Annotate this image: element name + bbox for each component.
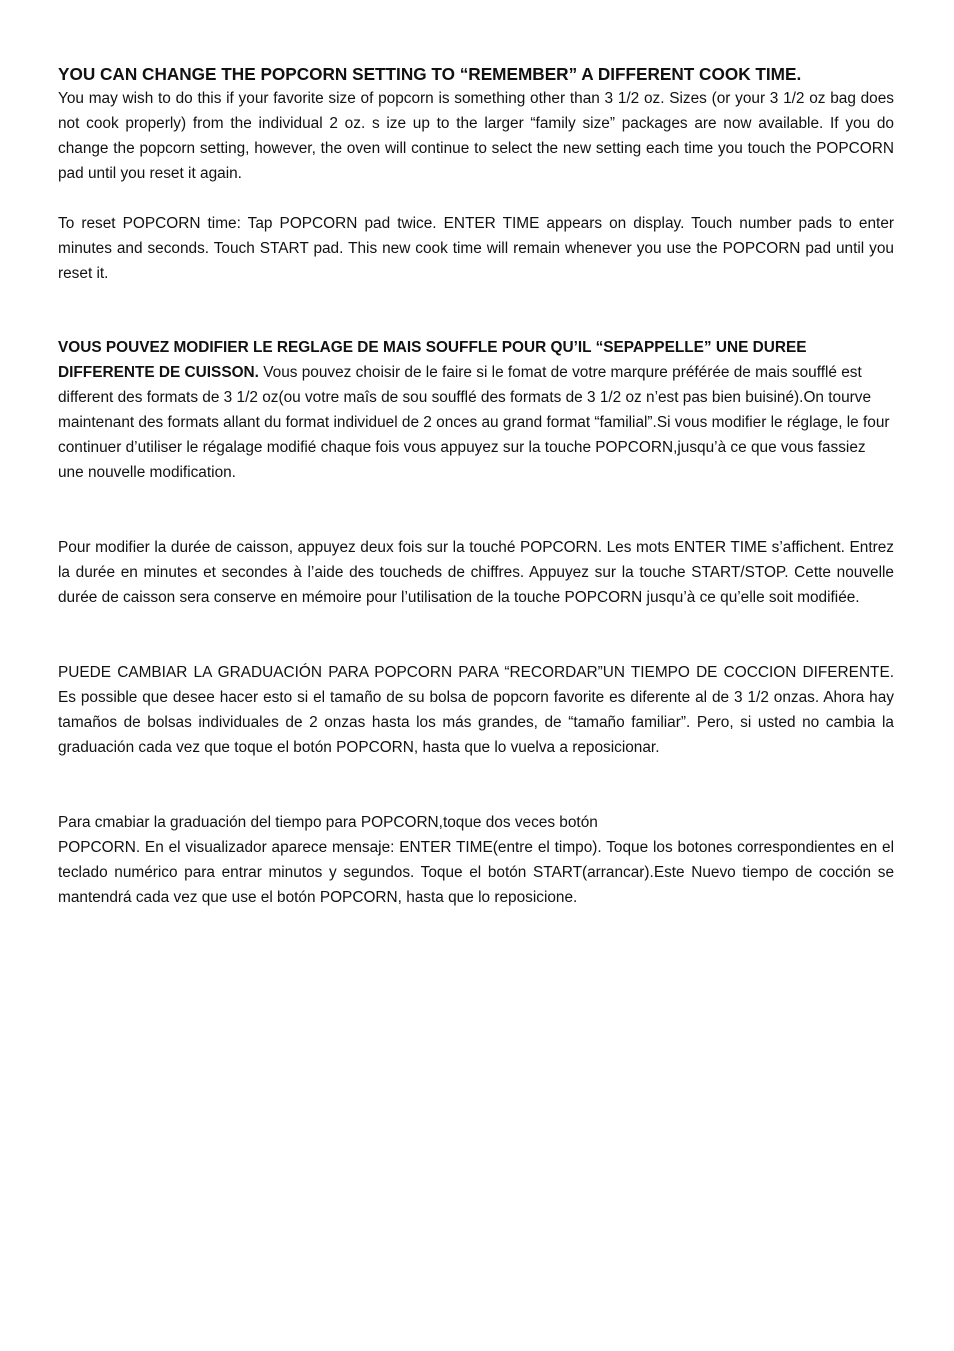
document-page (58, 62, 894, 910)
english-paragraph-2: To reset POPCORN time: Tap POPCORN pad twice. ENTER TIME appears on display. Touch number pads to enter minutes and seconds. Touch START pad. This new cook time will remain whenever you use the POPCORN pad until you reset it. (58, 215, 894, 282)
english-paragraph-1: You may wish to do this if your favorite size of popcorn is something other than 3 1/2 oz. Sizes (or your 3 1/2 oz bag does not cook properly) from the individual 2 oz. s ize up to the larger “family size” packages are now available. If you do change the popcorn setting, however, the oven will continue to select the new setting each time you touch the POPCORN pad until you reset it again. (58, 90, 894, 182)
french-paragraph-1 (58, 335, 894, 485)
spanish-paragraph-2 (58, 810, 894, 910)
french-paragraph-2: Pour modifier la durée de caisson, appuyez deux fois sur la touché POPCORN. Les mots ENTER TIME s’affichent. Entrez la durée en minutes et secondes à l’aide des toucheds de chiffres. Appuyez sur la touche START/STOP. Cette nouvelle durée de caisson sera conserve en mémoire pour l’utilisation de la touche POPCORN jusqu’à ce qu’elle soit modifiée. (58, 539, 894, 606)
french-heading: VOUS POUVEZ MODIFIER LE REGLAGE DE MAIS SOUFFLE POUR QU’IL “SEPAPPELLE” UNE DUREE DIFFERENTE DE CUISSON. (58, 339, 807, 381)
french-paragraph-1-body: Vous pouvez choisir de le faire si le fomat de votre marqure préférée de mais soufflé est different des formats de 3 1/2 oz(ou votre maîs de sou soufflé des formats de 3 1/2 oz n’est pas bien buisiné).On tourve maintenant des formats allant du format individuel de 2 onces au grand format “familial”.Si vous modifier le réglage, le four continuer d’utiliser le régalage modifié chaque fois vous appuyez sur la touche POPCORN,jusqu’à ce que vous fassiez une nouvelle modification. (58, 364, 890, 481)
spanish-paragraph-2-rest: POPCORN. En el visualizador aparece mensaje: ENTER TIME(entre el timpo). Toque los botones correspondientes en el teclado numérico para entrar minutos y segundos. Toque el botón START(arrancar).Este Nuevo tiempo de cocción se mantendrá cada vez que use el botón POPCORN, hasta que lo reposicione. (58, 839, 894, 906)
english-heading: YOU CAN CHANGE THE POPCORN SETTING TO “REMEMBER” A DIFFERENT COOK TIME. (58, 64, 802, 84)
spanish-paragraph-1: PUEDE CAMBIAR LA GRADUACIÓN PARA POPCORN PARA “RECORDAR”UN TIEMPO DE COCCION DIFERENTE. Es possible que desee hacer esto si el tamaño de su bolsa de popcorn favorite es diferente al de 3 1/2 onzas. Ahora hay tamaños de bolsas individuales de 2 onzas hasta los más grandes, de “tamaño familiar”. Pero, si usted no cambia la graduación cada vez que toque el botón POPCORN, hasta que lo vuelva a reposicionar. (58, 664, 894, 756)
spanish-paragraph-2-line-1: Para cmabiar la graduación del tiempo para POPCORN,toque dos veces botón (58, 814, 598, 831)
